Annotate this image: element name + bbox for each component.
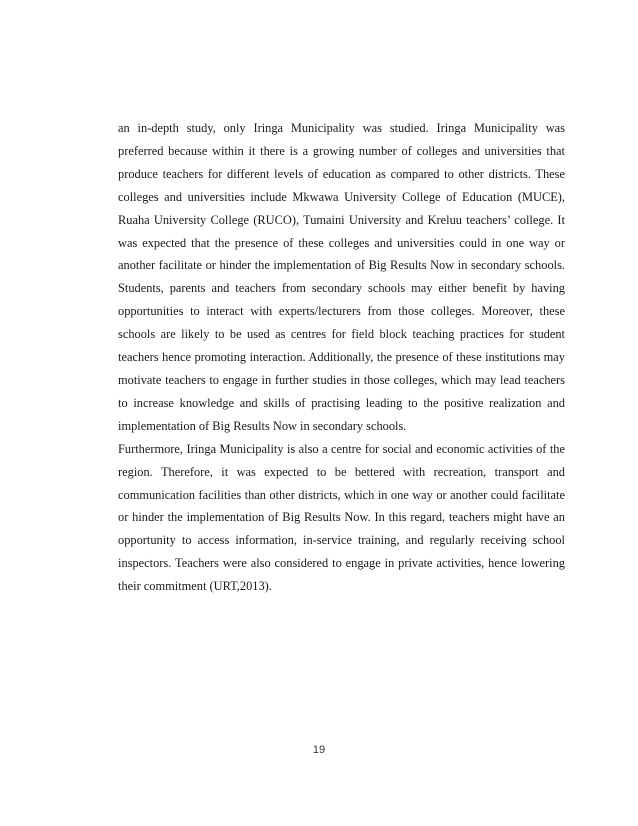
- paragraph-social-economic: Furthermore, Iringa Municipality is also a centre for social and economic activities of the region. Therefore, it was expected to be bettered with recreation, transport and communication facilities than other districts, which in one way or another could facilitate or hinder the implementation of Big Results Now. In this regard, teachers might have an opportunity to access information, in-service training, and regularly receiving school inspectors. Teachers were also considered to engage in private activities, hence lowering their commitment (URT,2013).: [118, 441, 565, 594]
- body-text: [118, 117, 565, 598]
- page-number: 19: [312, 744, 326, 756]
- paragraph-study-area: an in-depth study, only Iringa Municipality was studied. Iringa Municipality was preferred because within it there is a growing number of colleges and universities that produce teachers for different levels of education as compared to other districts. These colleges and universities include Mkwawa University College of Education (MUCE), Ruaha University College (RUCO), Tumaini University and Kreluu teachers’ college. It was expected that the presence of these colleges and universities could in one way or another facilitate or hinder the implementation of Big Results Now in secondary schools. Students, parents and teachers from secondary schools may either benefit by having opportunities to interact with experts/lecturers from those colleges. Moreover, these schools are likely to be used as centres for field block teaching practices for student teachers hence promoting interaction. Additionally, the presence of these institutions may motivate teachers to engage in further studies in those colleges, which may lead teachers to increase knowledge and skills of practising leading to the positive realization and implementation of Big Results Now in secondary schools.: [118, 121, 565, 433]
